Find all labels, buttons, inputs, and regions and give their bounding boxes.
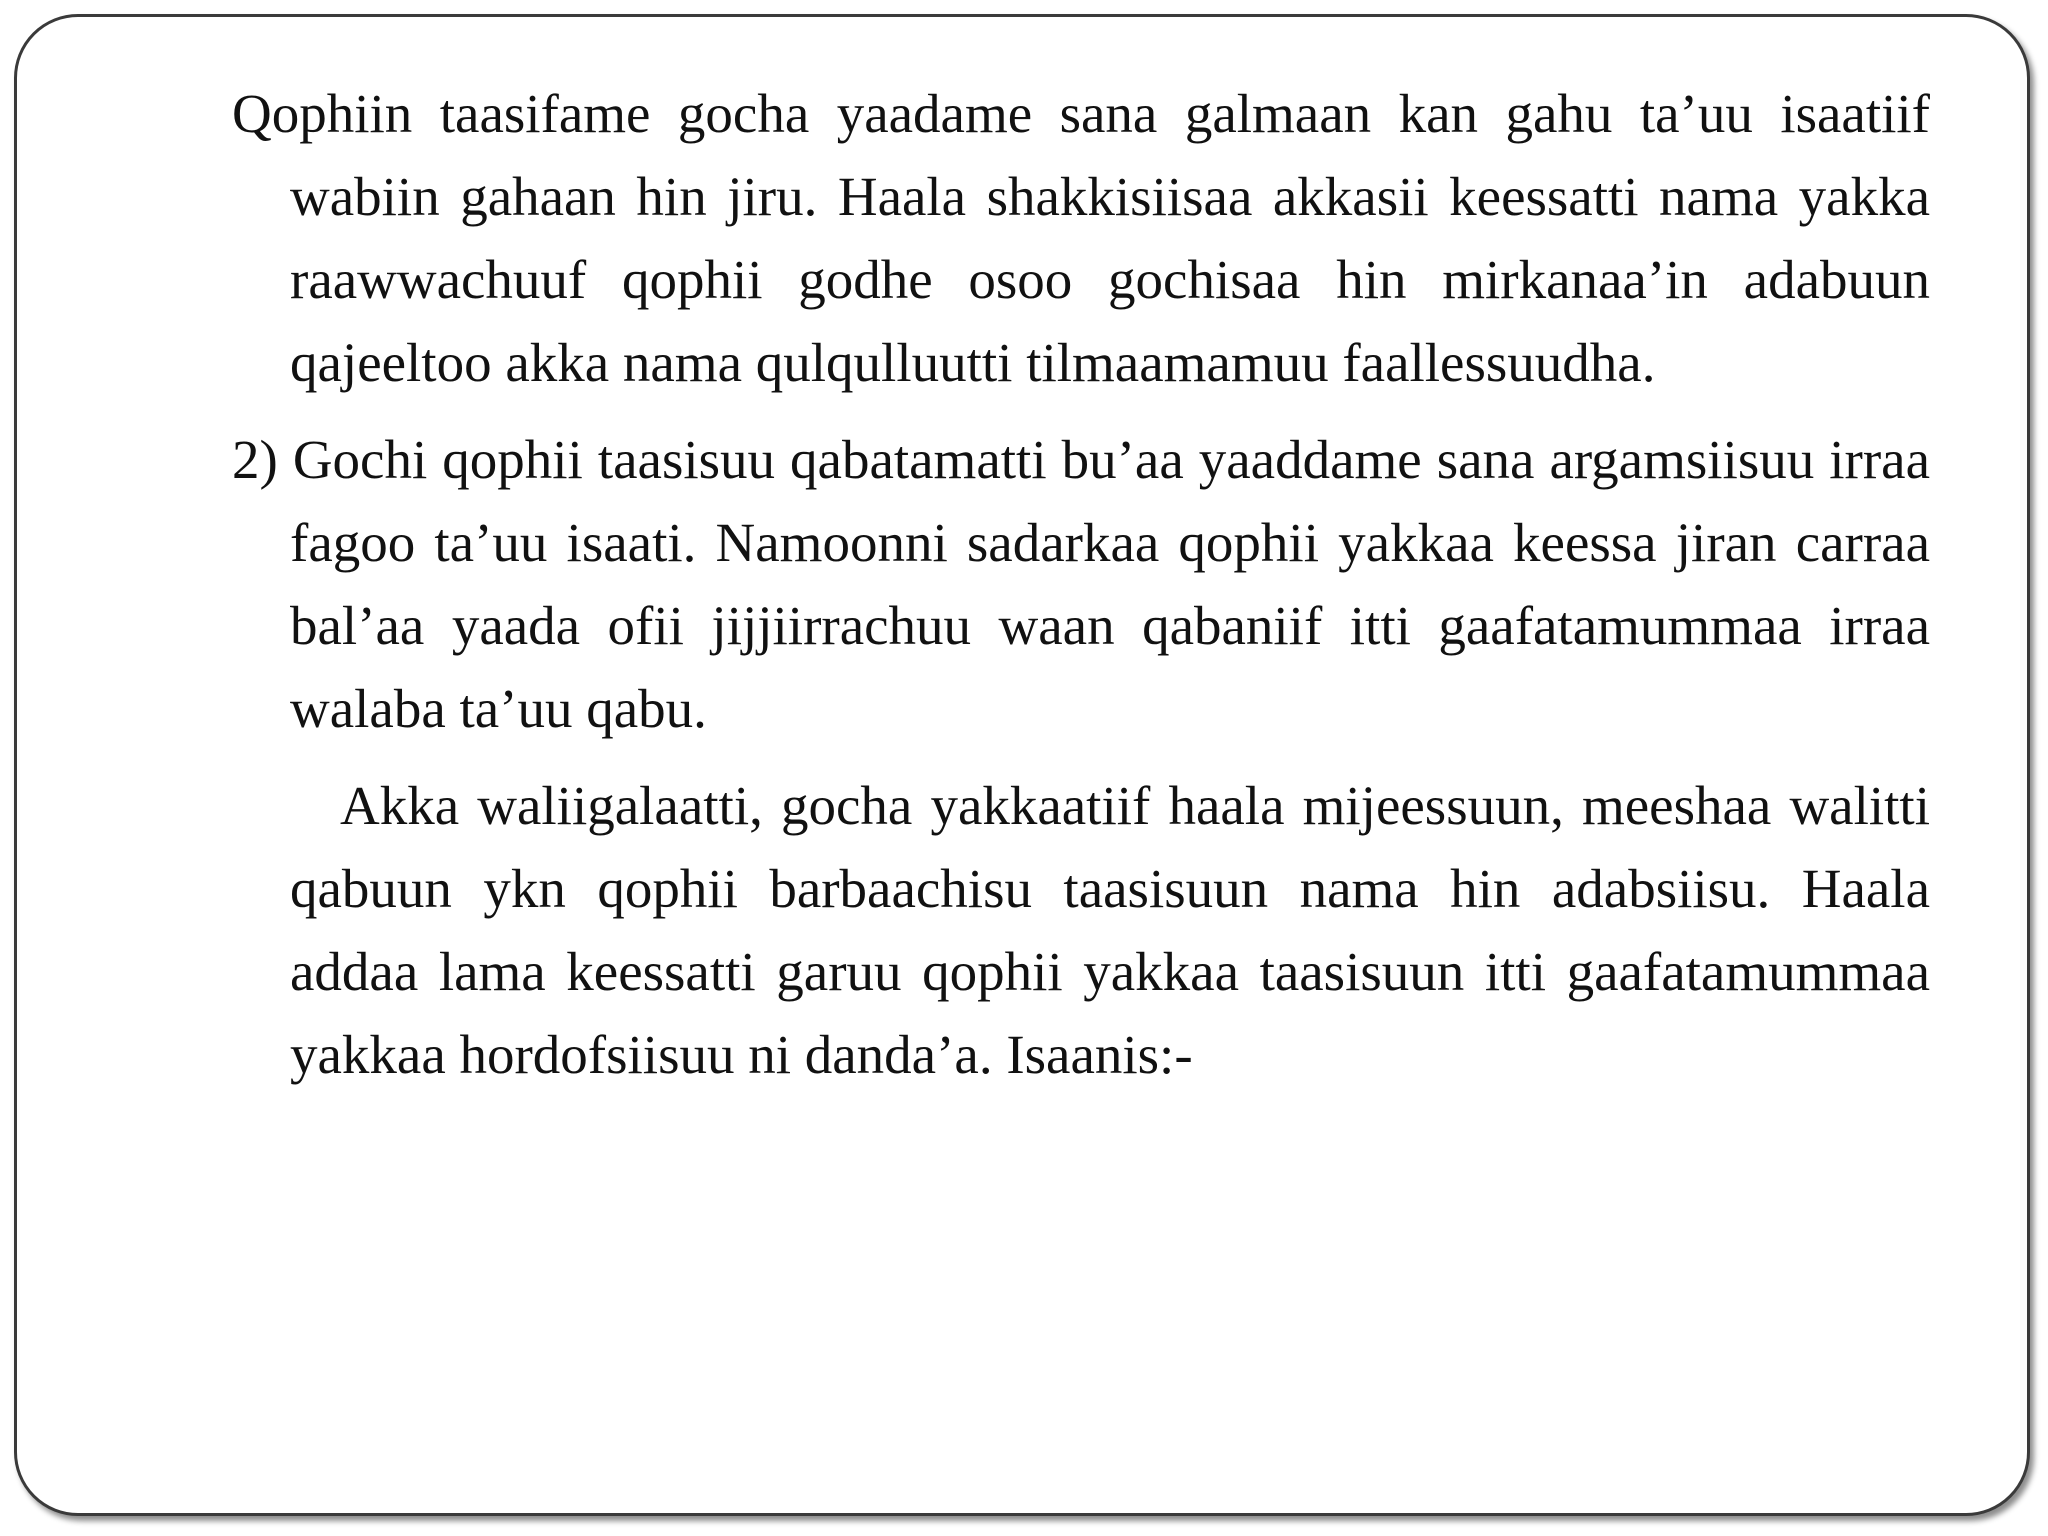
paragraph-intro: Qophiin taasifame gocha yaadame sana galmaan kan gahu ta’uu isaatiif wabiin gahaan hin jiru. Haala shakkisiisaa akkasii keessatti nama yakka raawwachuuf qophii godhe osoo gochisaa hin mirkanaa’in adabuun qajeeltoo akka nama qulqulluutti tilmaamamuu faallessuudha. xyxy=(232,83,1930,393)
slide-body xyxy=(232,72,1930,1096)
paragraph-conclusion: Akka waliigalaatti, gocha yakkaatiif haala mijeessuun, meeshaa walitti qabuun ykn qophii barbaachisu taasisuun nama hin adabsiisu. Haala addaa lama keessatti garuu qophii yakkaa taasisuun itti gaafatamummaa yakkaa hordofsiisuu ni danda’a. Isaanis:- xyxy=(290,775,1930,1085)
paragraph-point-2: 2) Gochi qophii taasisuu qabatamatti bu’aa yaaddame sana argamsiisuu irraa fagoo ta’uu isaati. Namoonni sadarkaa qophii yakkaa keessa jiran carraa bal’aa yaada ofii jijjiirrachuu waan qabaniif itti gaafatamummaa irraa walaba ta’uu qabu. xyxy=(232,429,1930,739)
